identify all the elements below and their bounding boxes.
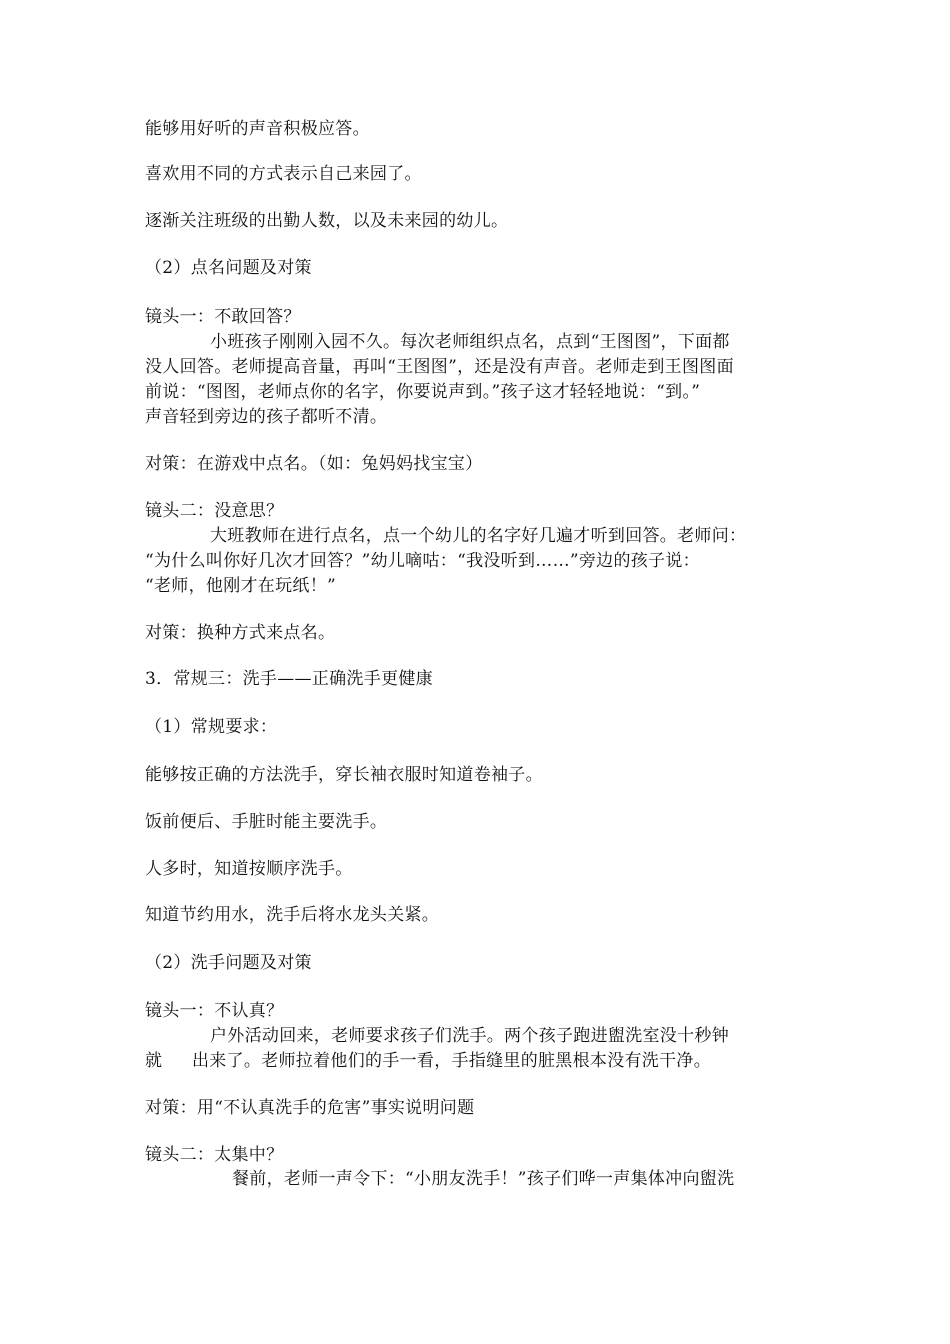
scene-title: 镜头二：太集中？ bbox=[145, 1145, 284, 1165]
text-line: 前说：“图图，老师点你的名字，你要说声到。”孩子这才轻轻地说：“到。” bbox=[145, 382, 701, 402]
text-line: 声音轻到旁边的孩子都听不清。 bbox=[145, 407, 388, 427]
strategy-line: 对策：用“不认真洗手的危害”事实说明问题 bbox=[145, 1098, 475, 1118]
text-line: 大班教师在进行点名，点一个幼儿的名字好几遍才听到回答。老师问： bbox=[210, 526, 747, 546]
text-line: 就 bbox=[145, 1051, 163, 1071]
text-line: 户外活动回来，老师要求孩子们洗手。两个孩子跑进盥洗室没十秒钟 bbox=[210, 1026, 729, 1046]
text-line: 小班孩子刚刚入园不久。每次老师组织点名，点到“王图图”，下面都 bbox=[210, 332, 730, 352]
text-line: 能够用好听的声音积极应答。 bbox=[145, 119, 370, 139]
strategy-line: 对策：换种方式来点名。 bbox=[145, 623, 336, 643]
text-line: 逐渐关注班级的出勤人数，以及未来园的幼儿。 bbox=[145, 211, 509, 231]
section-heading: 3．常规三：洗手——正确洗手更健康 bbox=[145, 669, 433, 689]
scene-title: 镜头一：不认真？ bbox=[145, 1001, 284, 1021]
text-line: “为什么叫你好几次才回答？”幼儿嘀咕：“我没听到……”旁边的孩子说： bbox=[145, 551, 700, 571]
text-line: 饭前便后、手脏时能主要洗手。 bbox=[145, 812, 388, 832]
text-line: 知道节约用水，洗手后将水龙头关紧。 bbox=[145, 905, 440, 925]
text-line: 能够按正确的方法洗手，穿长袖衣服时知道卷袖子。 bbox=[145, 765, 543, 785]
text-line: “老师，他刚才在玩纸！” bbox=[145, 576, 336, 596]
text-line: 喜欢用不同的方式表示自己来园了。 bbox=[145, 164, 422, 184]
section-heading: （2）洗手问题及对策 bbox=[145, 953, 312, 973]
scene-title: 镜头一：不敢回答？ bbox=[145, 307, 301, 327]
section-heading: （1）常规要求： bbox=[145, 717, 278, 737]
text-line: 餐前，老师一声令下：“小朋友洗手！”孩子们哗一声集体冲向盥洗 bbox=[232, 1169, 735, 1189]
scene-title: 镜头二：没意思？ bbox=[145, 501, 284, 521]
section-heading: （2）点名问题及对策 bbox=[145, 258, 312, 278]
text-line: 出来了。老师拉着他们的手一看，手指缝里的脏黑根本没有洗干净。 bbox=[192, 1051, 711, 1071]
text-line: 没人回答。老师提高音量，再叫“王图图”，还是没有声音。老师走到王图图面 bbox=[145, 357, 734, 377]
strategy-line: 对策：在游戏中点名。（如：兔妈妈找宝宝） bbox=[145, 454, 483, 474]
text-line: 人多时，知道按顺序洗手。 bbox=[145, 859, 353, 879]
